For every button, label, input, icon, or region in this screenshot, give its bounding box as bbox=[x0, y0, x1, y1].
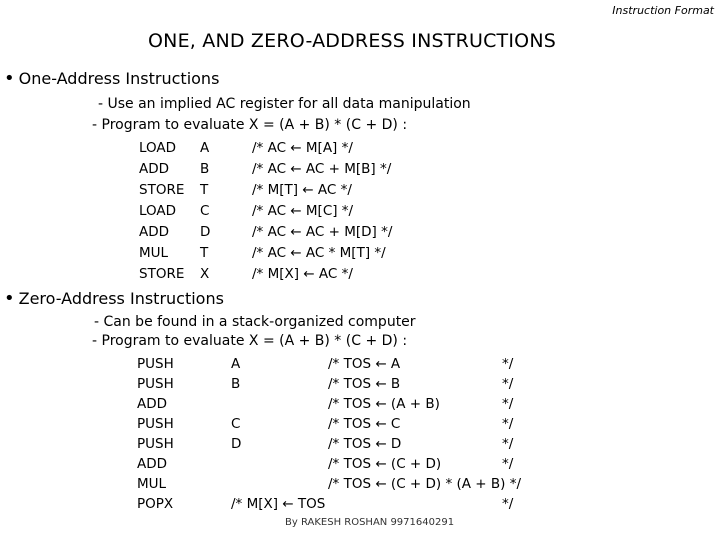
instruction-operand: A bbox=[231, 356, 241, 372]
instruction-opcode: ADD bbox=[139, 224, 170, 240]
slide-corner-label: Instruction Format bbox=[612, 4, 714, 17]
comment-terminator: */ bbox=[502, 376, 514, 392]
instruction-opcode: MUL bbox=[139, 245, 169, 261]
instruction-operand: A bbox=[200, 140, 210, 156]
instruction-comment: /* TOS ← D bbox=[328, 436, 402, 452]
instruction-operand: D bbox=[200, 224, 211, 240]
instruction-operand: T bbox=[200, 182, 209, 198]
instruction-opcode: MUL bbox=[137, 476, 167, 492]
instruction-opcode: ADD bbox=[139, 161, 170, 177]
comment-terminator: */ bbox=[502, 456, 514, 472]
instruction-comment: /* AC ← AC + M[D] */ bbox=[252, 224, 393, 240]
zero-address-note-1: - Can be found in a stack-organized computer bbox=[94, 314, 416, 330]
instruction-operand: B bbox=[200, 161, 210, 177]
instruction-operand: X bbox=[200, 266, 210, 282]
instruction-comment: /* M[X] ← AC */ bbox=[252, 266, 353, 282]
instruction-comment: /* TOS ← (A + B) bbox=[328, 396, 440, 412]
instruction-operand: T bbox=[200, 245, 209, 261]
instruction-comment: /* TOS ← (C + D) * (A + B) */ bbox=[328, 476, 522, 492]
instruction-operand: D bbox=[231, 436, 242, 452]
instruction-opcode: STORE bbox=[139, 182, 185, 198]
instruction-comment: /* AC ← M[A] */ bbox=[252, 140, 353, 156]
instruction-opcode: LOAD bbox=[139, 140, 177, 156]
instruction-comment: /* TOS ← A bbox=[328, 356, 401, 372]
zero-address-heading-text: Zero-Address Instructions bbox=[18, 289, 224, 308]
instruction-comment: /* TOS ← B bbox=[328, 376, 401, 392]
comment-terminator: */ bbox=[502, 356, 514, 372]
instruction-operand: C bbox=[231, 416, 241, 432]
instruction-operand: /* M[X] ← TOS bbox=[231, 496, 326, 512]
zero-address-note-2: - Program to evaluate X = (A + B) * (C + D) : bbox=[92, 333, 408, 349]
one-address-note-1: - Use an implied AC register for all data manipulation bbox=[98, 96, 471, 112]
footer-credit: By RAKESH ROSHAN 9971640291 bbox=[285, 517, 455, 528]
instruction-opcode: PUSH bbox=[137, 376, 174, 392]
comment-terminator: */ bbox=[502, 436, 514, 452]
bullet-icon: • bbox=[4, 68, 15, 89]
instruction-comment: /* TOS ← C bbox=[328, 416, 401, 432]
instruction-comment: /* AC ← AC * M[T] */ bbox=[252, 245, 386, 261]
instruction-comment: /* M[T] ← AC */ bbox=[252, 182, 352, 198]
instruction-opcode: PUSH bbox=[137, 416, 174, 432]
comment-terminator: */ bbox=[502, 416, 514, 432]
instruction-opcode: POPX bbox=[137, 496, 174, 512]
instruction-opcode: PUSH bbox=[137, 436, 174, 452]
instruction-opcode: LOAD bbox=[139, 203, 177, 219]
instruction-opcode: ADD bbox=[137, 456, 168, 472]
bullet-icon: • bbox=[4, 288, 15, 309]
instruction-opcode: PUSH bbox=[137, 356, 174, 372]
zero-address-heading bbox=[4, 288, 224, 309]
comment-terminator: */ bbox=[502, 496, 514, 512]
instruction-comment: /* TOS ← (C + D) bbox=[328, 456, 442, 472]
comment-terminator: */ bbox=[502, 396, 514, 412]
instruction-opcode: ADD bbox=[137, 396, 168, 412]
instruction-operand: C bbox=[200, 203, 210, 219]
one-address-heading bbox=[4, 68, 219, 89]
one-address-note-2: - Program to evaluate X = (A + B) * (C + D) : bbox=[92, 117, 408, 133]
instruction-comment: /* AC ← M[C] */ bbox=[252, 203, 354, 219]
instruction-operand: B bbox=[231, 376, 241, 392]
slide-title: ONE, AND ZERO-ADDRESS INSTRUCTIONS bbox=[148, 30, 556, 52]
instruction-opcode: STORE bbox=[139, 266, 185, 282]
one-address-heading-text: One-Address Instructions bbox=[18, 69, 220, 88]
instruction-comment: /* AC ← AC + M[B] */ bbox=[252, 161, 392, 177]
